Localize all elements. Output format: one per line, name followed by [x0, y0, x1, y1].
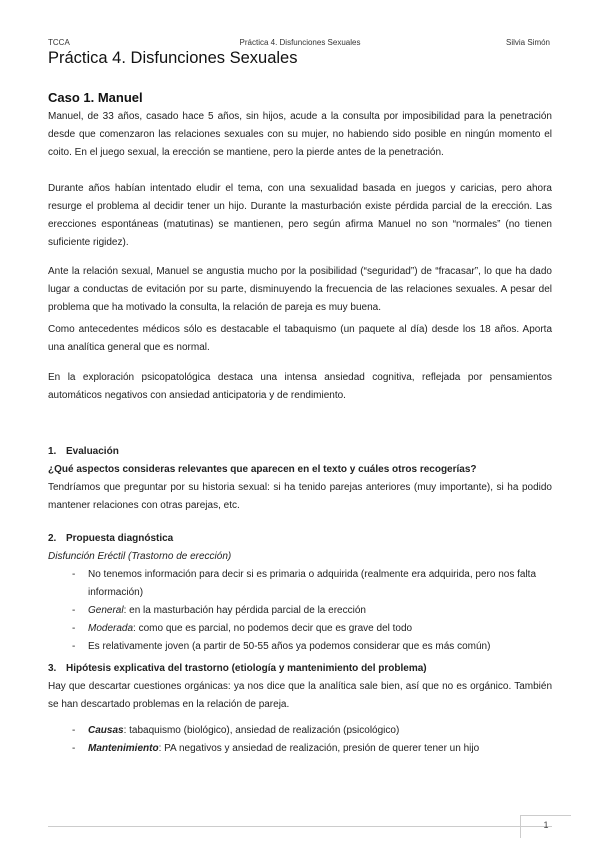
list-item: - Mantenimiento: PA negativos y ansiedad de realización, presión de querer tener un hijo: [48, 740, 558, 758]
case-title: Caso 1. Manuel: [48, 90, 143, 105]
page-title: Práctica 4. Disfunciones Sexuales: [48, 49, 298, 67]
hypothesis-list: [48, 722, 558, 758]
section-answer: Tendríamos que preguntar por su historia sexual: si ha tenido parejas anteriores (muy importante), si ha podido mantener relaciones con otras parejas, etc.: [48, 482, 552, 511]
section-heading: [48, 660, 558, 678]
list-item: - Es relativamente joven (a partir de 50-55 años ya podemos considerar que es más común): [48, 638, 558, 656]
footer-divider: [48, 826, 552, 827]
paragraph-1: Manuel, de 33 años, casado hace 5 años, sin hijos, acude a la consulta por imposibilidad para la penetración desde que comenzaron las relaciones sexuales con su mujer, no habiendo sido posible en ningún momento el coito. En el juego sexual, la erección se mantiene, pero la pierde antes de la penetración.: [48, 111, 552, 158]
list-item: - General: en la masturbación hay pérdida parcial de la erección: [48, 602, 558, 620]
section-title: Propuesta diagnóstica: [66, 533, 174, 544]
section-heading: [48, 530, 558, 548]
diagnosis-list: [48, 566, 558, 656]
list-item: - No tenemos información para decir si es primaria o adquirida (realmente era adquirida, pero nos falta información): [48, 566, 558, 602]
section-number: 2.: [48, 533, 57, 544]
list-item: - Causas: tabaquismo (biológico), ansiedad de realización (psicológico): [48, 722, 558, 740]
paragraph-3: Ante la relación sexual, Manuel se angustia mucho por la posibilidad (“seguridad”) de “fracasar”, lo que ha dado lugar a conductas de evitación por su parte, disminuyendo la frecuencia de las relaciones sexuales. A pesar del problema que ha motivado la consulta, la relación de pareja es muy buena.: [48, 266, 552, 313]
section-title: Hipótesis explicativa del trastorno (etiología y mantenimiento del problema): [66, 663, 427, 674]
section-number: 1.: [48, 446, 57, 457]
header-left: TCCA: [48, 38, 70, 47]
diagnosis-label: Disfunción Eréctil (Trastorno de erección): [48, 551, 232, 562]
section-title: Evaluación: [66, 446, 119, 457]
section-text: Hay que descartar cuestiones orgánicas: ya nos dice que la analítica sale bien, así que no es orgánico. También se han descartado problemas en la relación de pareja.: [48, 681, 552, 710]
list-item: - Moderada: como que es parcial, no podemos decir que es grave del todo: [48, 620, 558, 638]
section-hypothesis: [48, 660, 558, 758]
section-question: ¿Qué aspectos consideras relevantes que aparecen en el texto y cuáles otros recogerías?: [48, 464, 477, 475]
section-heading: [48, 443, 558, 461]
paragraph-5: En la exploración psicopatológica destaca una intensa ansiedad cognitiva, reflejada por pensamientos automáticos negativos con ansiedad anticipatoria y de rendimiento.: [48, 372, 552, 401]
page-number: 1: [520, 815, 571, 838]
section-evaluation: [48, 443, 558, 515]
paragraph-2: Durante años habían intentado eludir el tema, con una sexualidad basada en juegos y caricias, pero ahora resurge el problema al decidir tener un hijo. Durante la masturbación existe pérdida parcial de la erección. Las erecciones espontáneas (matutinas) se mantienen, pero según afirma Manuel no son “normales” (no tienen suficiente rigidez).: [48, 183, 552, 248]
header-center: Práctica 4. Disfunciones Sexuales: [239, 38, 361, 47]
section-diagnosis: [48, 530, 558, 656]
header-right: Silvia Simón: [505, 38, 550, 47]
section-number: 3.: [48, 663, 57, 674]
paragraph-4: Como antecedentes médicos sólo es destacable el tabaquismo (un paquete al día) desde los 18 años. Aporta una analítica general que es normal.: [48, 324, 552, 353]
